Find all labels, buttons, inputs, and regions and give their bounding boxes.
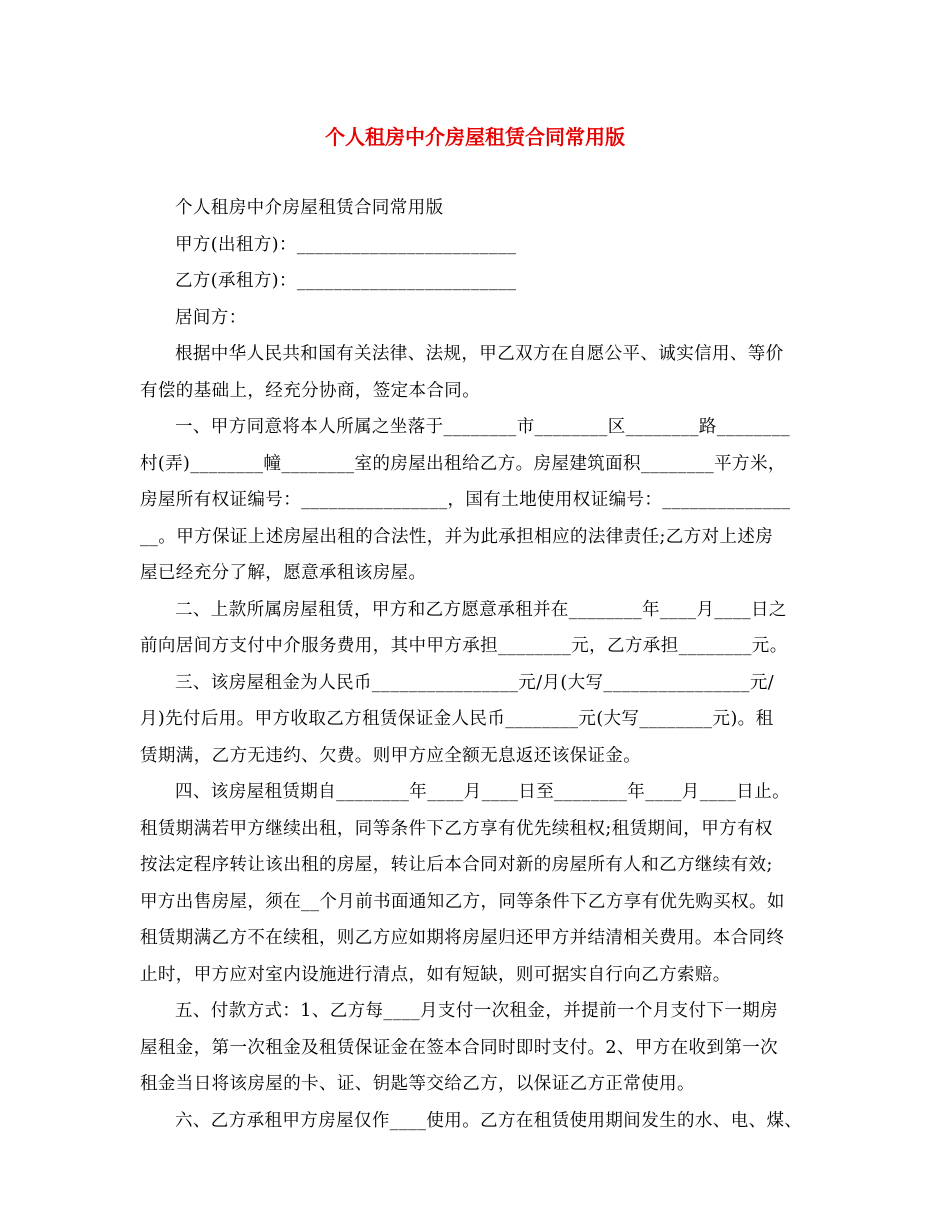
- paragraph-line: 止时，甲方应对室内设施进行清点，如有短缺，则可据实自行向乙方索赔。: [140, 964, 731, 985]
- paragraph-line: 按法定程序转让该出租的房屋，转让后本合同对新的房屋所有人和乙方继续有效;: [140, 855, 773, 875]
- paragraph-line: 租赁期满若甲方继续出租，同等条件下乙方享有优先续租权;租赁期间，甲方有权: [140, 818, 773, 839]
- paragraph-line: 六、乙方承租甲方房屋仅作____使用。乙方在租赁使用期间发生的水、电、煤、: [175, 1110, 803, 1131]
- paragraph-line: 有偿的基础上，经充分协商，签定本合同。: [140, 380, 481, 401]
- paragraph-line: 一、甲方同意将本人所属之坐落于________市________区________路________: [175, 417, 790, 437]
- paragraph-line: 居间方：: [175, 307, 247, 328]
- paragraph-line: 二、上款所属房屋租赁，甲方和乙方愿意承租并在________年____月____日之: [175, 599, 787, 620]
- paragraph-line: 前向居间方支付中介服务费用，其中甲方承担________元，乙方承担________元。: [140, 636, 788, 656]
- paragraph-line: 乙方(承租方)：________________________: [175, 271, 517, 291]
- paragraph-line: 个人租房中介房屋租赁合同常用版: [175, 198, 444, 218]
- paragraph-line: 五、付款方式：1、乙方每____月支付一次租金，并提前一个月支付下一期房: [175, 1001, 779, 1021]
- paragraph-line: 甲方出售房屋，须在__个月前书面通知乙方，同等条件下乙方享有优先购买权。如: [140, 891, 785, 912]
- paragraph-line: 租赁期满乙方不在续租，则乙方应如期将房屋归还甲方并结清相关费用。本合同终: [140, 928, 785, 948]
- paragraph-line: 房屋所有权证编号：________________，国有土地使用权证编号：______________: [140, 490, 791, 510]
- paragraph-line: 三、该房屋租金为人民币________________元/月(大写________________元/: [175, 672, 775, 693]
- paragraph-line: 四、该房屋租赁期自________年____月____日至________年____月____日止。: [175, 782, 790, 802]
- paragraph-line: 屋已经充分了解，愿意承租该房屋。: [140, 563, 427, 583]
- paragraph-line: __。甲方保证上述房屋出租的合法性，并为此承担相应的法律责任;乙方对上述房: [140, 526, 774, 547]
- paragraph-line: 屋租金，第一次租金及租赁保证金在签本合同时即时支付。2、甲方在收到第一次: [140, 1037, 779, 1058]
- paragraph-line: 租金当日将该房屋的卡、证、钥匙等交给乙方，以保证乙方正常使用。: [140, 1074, 695, 1094]
- paragraph-line: 月)先付后用。甲方收取乙方租赁保证金人民币________元(大写________元)。租: [140, 709, 774, 729]
- paragraph-line: 根据中华人民共和国有关法律、法规，甲乙双方在自愿公平、诚实信用、等价: [175, 344, 784, 364]
- paragraph-line: 赁期满，乙方无违约、欠费。则甲方应全额无息返还该保证金。: [140, 745, 642, 766]
- document-title: 个人租房中介房屋租赁合同常用版: [325, 125, 625, 149]
- paragraph-line: 村(弄)________幢________室的房屋出租给乙方。房屋建筑面积________平方米，: [140, 453, 786, 474]
- paragraph-line: 甲方(出租方)：________________________: [175, 234, 517, 255]
